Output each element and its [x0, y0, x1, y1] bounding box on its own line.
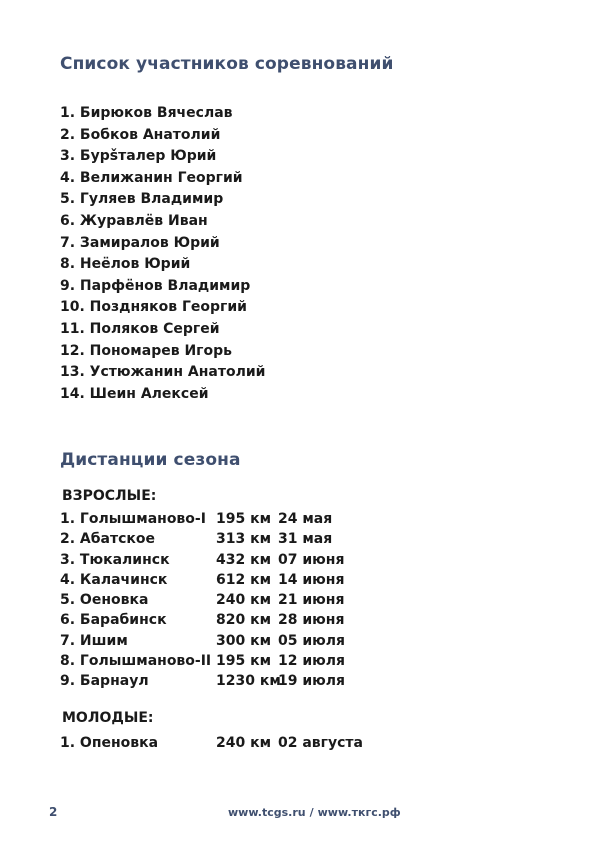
distance-date: 02 августа: [278, 735, 363, 751]
list-item: 12. Пономарев Игорь: [60, 342, 232, 359]
distance-name: 5. Оеновка: [60, 592, 149, 609]
distance-name: 1. Опеновка: [60, 735, 159, 751]
distance-date: 14 июня: [278, 571, 345, 588]
distance-km: 612 км: [216, 571, 272, 588]
distance-km: 240 км: [216, 592, 272, 609]
distance-date: 19 июля: [278, 673, 346, 690]
site-link-tkgs[interactable]: www.ткгс.рф: [317, 806, 401, 819]
page-number: 2: [49, 805, 58, 819]
distance-km: 240 км: [216, 735, 272, 751]
distance-date: 05 июля: [278, 632, 346, 649]
distance-date: 31 мая: [278, 531, 333, 548]
distance-name: 2. Абатское: [60, 531, 156, 548]
distance-name: 9. Барнаул: [60, 673, 149, 690]
participants-list: [60, 103, 265, 405]
list-item: 9. Парфёнов Владимир: [60, 277, 251, 294]
distance-km: 820 км: [216, 612, 272, 629]
adults-label: ВЗРОСЛЫЕ:: [62, 488, 157, 504]
distances-title: Дистанции сезона: [60, 450, 241, 470]
distance-date: 28 июня: [278, 612, 345, 629]
distance-date: 24 мая: [278, 511, 333, 527]
participants-title: Список участников соревнований: [60, 54, 394, 74]
distance-name: 4. Калачинск: [60, 571, 168, 588]
list-item: 13. Устюжанин Анатолий: [60, 364, 266, 381]
footer-separator: /: [309, 806, 314, 819]
list-item: 7. Замиралов Юрий: [60, 234, 220, 251]
distance-km: 195 км: [216, 511, 272, 527]
list-item: 5. Гуляев Владимир: [60, 191, 224, 208]
site-link-tcgs[interactable]: www.tcgs.ru: [228, 806, 306, 819]
list-item: 4. Велижанин Георгий: [60, 169, 243, 186]
distance-km: 1230 км: [216, 673, 281, 690]
distance-name: 3. Тюкалинск: [60, 551, 170, 568]
list-item: 11. Поляков Сергей: [60, 320, 220, 337]
distance-date: 12 июля: [278, 653, 346, 670]
distance-name: 8. Голышманово-II: [60, 653, 212, 670]
list-item: 6. Журавлёв Иван: [60, 212, 208, 229]
list-item: 1. Бирюков Вячеслав: [60, 105, 233, 121]
distance-km: 313 км: [216, 531, 272, 548]
distance-km: 300 км: [216, 632, 272, 649]
distance-name: 1. Голышманово-I: [60, 511, 206, 527]
distance-date: 07 июня: [278, 551, 345, 568]
list-item: 8. Неёлов Юрий: [60, 256, 191, 273]
distance-km: 195 км: [216, 653, 272, 670]
list-item: 2. Бобков Анатолий: [60, 126, 221, 143]
list-item: 10. Поздняков Георгий: [60, 299, 247, 316]
list-item: 3. Бурšталер Юрий: [60, 148, 217, 165]
list-item: 14. Шеин Алексей: [60, 385, 209, 402]
young-label: МОЛОДЫЕ:: [62, 710, 154, 726]
distance-date: 21 июня: [278, 592, 345, 609]
footer-links: [228, 806, 401, 819]
distance-name: 6. Барабинск: [60, 612, 167, 629]
distance-km: 432 км: [216, 551, 272, 568]
distance-name: 7. Ишим: [60, 632, 128, 649]
